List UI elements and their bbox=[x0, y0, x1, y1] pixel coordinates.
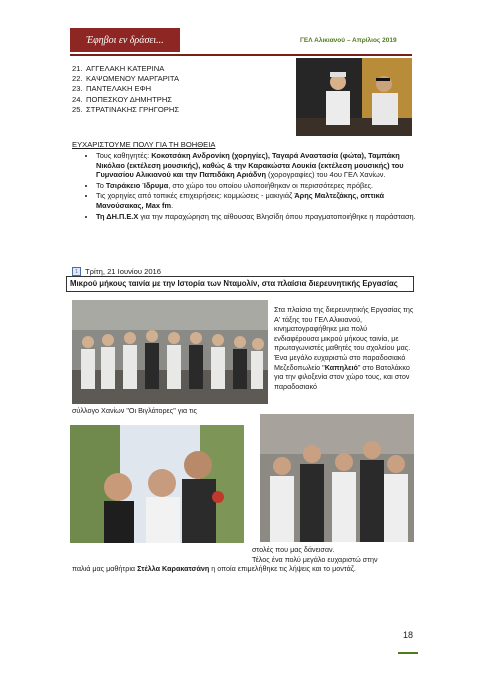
list-item: • Τη ΔΗ.Π.Ε.Χ για την παραχώρηση της αίθουσας Βλησίδη όπου πραγματοποιήθηκε η παράσταση. bbox=[96, 212, 426, 222]
list-item: 21. ΑΓΓΕΛΑΚΗ ΚΑΤΕΡΙΝΑ bbox=[72, 64, 165, 73]
post-date: Τρίτη, 21 Ιουνίου 2016 bbox=[85, 267, 161, 276]
page-number: 18 bbox=[402, 630, 413, 640]
list-item: • Τους καθηγητές: Κοκοτσάκη Ανδρονίκη (χορηγίες), Ταγαρά Αναστασία (φώτα), Ταμπάκη Νικόλαο (εκτέλεση μουσικής), καθώς & την Καρακώστα Λουκία (εκτέλεση μουσικής) του Γυμνασίου Αλικιανού και την Παπιδάκη Αριάδνη (χορογραφίες) του 4ου ΓΕΛ Χανίων. bbox=[96, 151, 426, 180]
post-paragraph-1-continued: σύλλογο Χανίων "Οι Βιγλάτορες" για τις bbox=[72, 406, 198, 415]
thanks-heading: ΕΥΧΑΡΙΣΤΟΥΜΕ ΠΟΛΥ ΓΙΑ ΤΗ ΒΟΗΘΕΙΑ bbox=[72, 140, 216, 149]
page-number-underline bbox=[398, 652, 418, 654]
theatre-photo bbox=[296, 58, 412, 136]
list-item: • Το Τσιράκειο Ίδρυμα, στο χώρο του οποίου υλοποιήθηκαν οι περισσότερες πρόβες. bbox=[96, 181, 426, 191]
list-item: 25. ΣΤΡΑΤΙΝΑΚΗΣ ΓΡΗΓΟΡΗΣ bbox=[72, 104, 180, 114]
list-item: 22. ΚΑΨΩΜΕΝΟΥ ΜΑΡΓΑΡΙΤΑ bbox=[72, 74, 180, 84]
list-item: 23. ΠΑΝΤΕΛΑΚΗ ΕΦΗ bbox=[72, 84, 152, 94]
student-name-list bbox=[72, 64, 179, 115]
girls-photo bbox=[70, 425, 244, 543]
post-paragraph-2: στολές που μας δάνεισαν. Τέλος ένα πολύ μεγάλο ευχαριστώ στην παλιά μας μαθήτρια Στέλλα Καρακατσάνη η οποία επιμελήθηκε τις λήψεις και το μοντάζ. bbox=[72, 545, 378, 574]
post-paragraph-1: Στα πλαίσια της διερευνητικής Εργασίας της Α' τάξης του ΓΕΛ Αλικιανού, κινηματογραφήθηκε μια πολύ ενδιαφέρουσα μικρού μήκους ταινία, με πρωταγωνιστές μαθητές του σχολείου μας. Ένα μεγάλο ευχαριστώ στο παραδοσιακό Μεζεδοπωλείο "Καπηλειό" στο Βατολάκκο για την φιλοξενία στον χώρο τους, και στον παραδοσιακό bbox=[274, 305, 414, 391]
header-divider bbox=[70, 54, 412, 56]
post-title: Μικρού μήκους ταινία με την Ιστορία των Νταμολίν, στα πλαίσια διερευνητικής Εργασίας bbox=[66, 276, 414, 292]
list-item: • Τις χορηγίες από τοπικές επιχειρήσεις: κομμώσεις - μακιγιάζ Άρης Μαλτεζάκης, οπτικά Μανούσακας, Max fm. bbox=[96, 191, 426, 210]
header-logo: Έφηβοι εν δράσει... bbox=[70, 28, 180, 52]
calendar-icon: 1 bbox=[72, 267, 81, 276]
thanks-list bbox=[84, 151, 426, 222]
post-date-row bbox=[72, 267, 161, 276]
group-photo bbox=[72, 300, 268, 404]
list-item: 24. ΠΟΠΕΣΚΟΥ ΔΗΜΗΤΡΗΣ bbox=[72, 94, 172, 104]
header-school-date: ΓΕΛ Αλικιανού – Απρίλιος 2019 bbox=[300, 37, 397, 44]
costumes-photo bbox=[260, 414, 414, 542]
